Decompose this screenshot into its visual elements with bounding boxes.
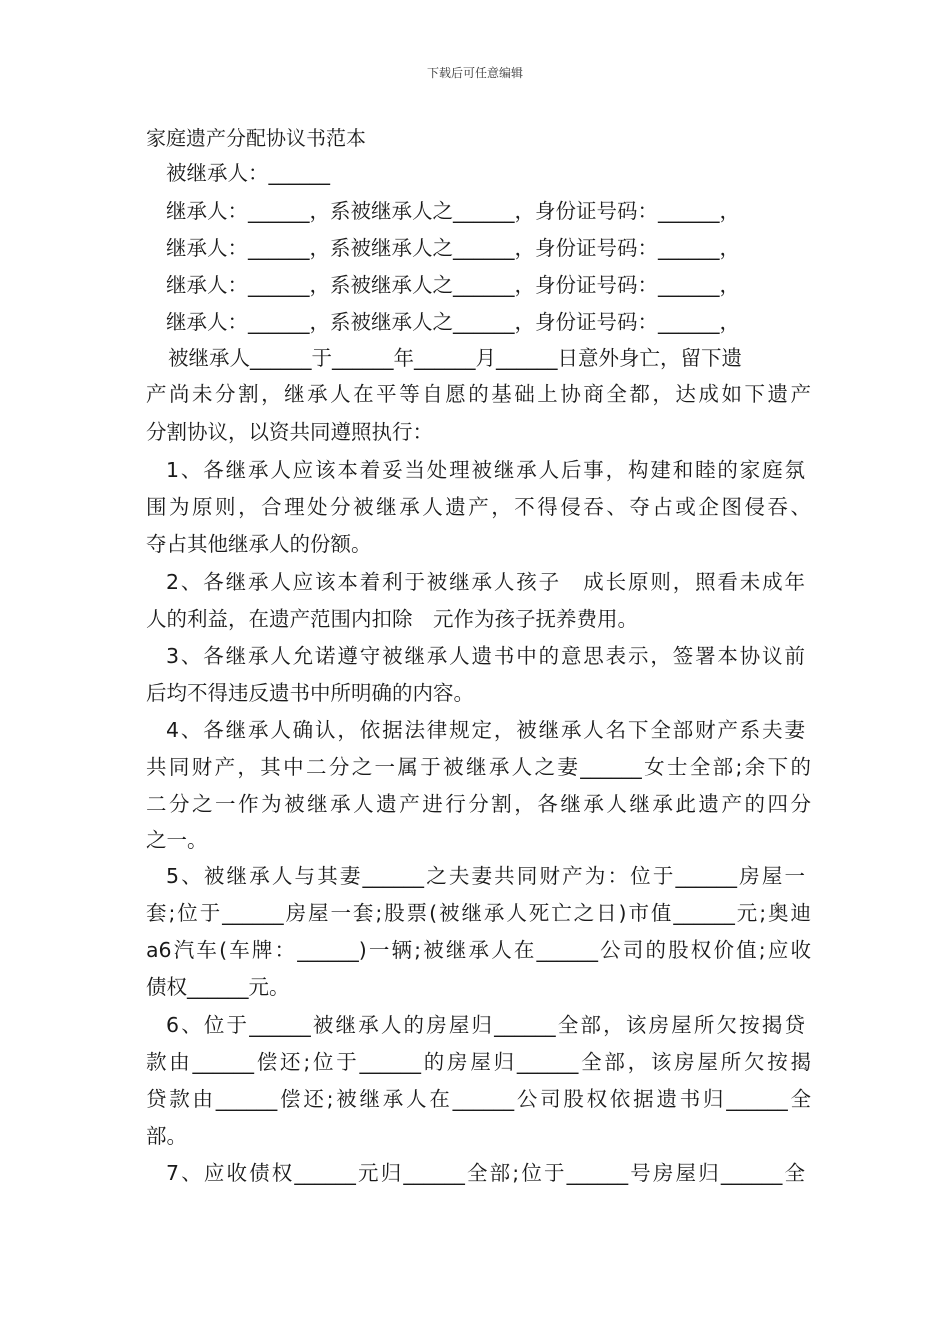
text-line: 套;位于______房屋一套;股票(被继承人死亡之日)市值______元;奥迪 <box>146 901 811 925</box>
text-line: 被继承人：______ <box>166 161 330 185</box>
text-line: 后均不得违反遗书中所明确的内容。 <box>146 681 474 705</box>
text-line: 之一。 <box>146 828 208 852</box>
text-line: 部。 <box>146 1124 187 1148</box>
text-line: 5、被继承人与其妻______之夫妻共同财产为：位于______房屋一 <box>166 864 805 888</box>
text-line: 继承人：______，系被继承人之______，身份证号码：______， <box>166 199 740 223</box>
text-line: 2、各继承人应该本着利于被继承人孩子 成长原则，照看未成年 <box>166 570 805 594</box>
text-line: 继承人：______，系被继承人之______，身份证号码：______， <box>166 236 740 260</box>
text-line: 继承人：______，系被继承人之______，身份证号码：______， <box>166 310 740 334</box>
text-line: 夺占其他继承人的份额。 <box>146 532 372 556</box>
text-line: 产尚未分割，继承人在平等自愿的基础上协商全都，达成如下遗产 <box>146 382 811 406</box>
text-line: 7、应收债权______元归______全部;位于______号房屋归______全 <box>166 1161 805 1185</box>
text-line: 围为原则，合理处分被继承人遗产，不得侵吞、夺占或企图侵吞、 <box>146 495 811 519</box>
text-line: 款由______偿还;位于______的房屋归______全部，该房屋所欠按揭 <box>146 1050 811 1074</box>
document-title: 家庭遗产分配协议书范本 <box>146 126 366 150</box>
text-line: 二分之一作为被继承人遗产进行分割，各继承人继承此遗产的四分 <box>146 792 811 816</box>
text-line: 4、各继承人确认，依据法律规定，被继承人名下全部财产系夫妻 <box>166 718 805 742</box>
text-line: 3、各继承人允诺遵守被继承人遗书中的意思表示，签署本协议前 <box>166 644 805 668</box>
text-line: 债权______元。 <box>146 975 290 999</box>
text-line: a6汽车(车牌：______)一辆;被继承人在______公司的股权价值;应收 <box>146 938 811 962</box>
text-line: 分割协议，以资共同遵照执行： <box>146 420 433 444</box>
text-line: 被继承人______于______年______月______日意外身亡，留下遗 <box>168 346 742 370</box>
text-line: 6、位于______被继承人的房屋归______全部，该房屋所欠按揭贷 <box>166 1013 805 1037</box>
text-line: 人的利益，在遗产范围内扣除 元作为孩子抚养费用。 <box>146 607 638 631</box>
header-note: 下载后可任意编辑 <box>426 66 523 80</box>
text-line: 继承人：______，系被继承人之______，身份证号码：______， <box>166 273 740 297</box>
text-line: 1、各继承人应该本着妥当处理被继承人后事，构建和睦的家庭氛 <box>166 458 805 482</box>
text-line: 共同财产，其中二分之一属于被继承人之妻______女士全部;余下的 <box>146 755 811 779</box>
text-line: 贷款由______偿还;被继承人在______公司股权依据遗书归______全 <box>146 1087 811 1111</box>
